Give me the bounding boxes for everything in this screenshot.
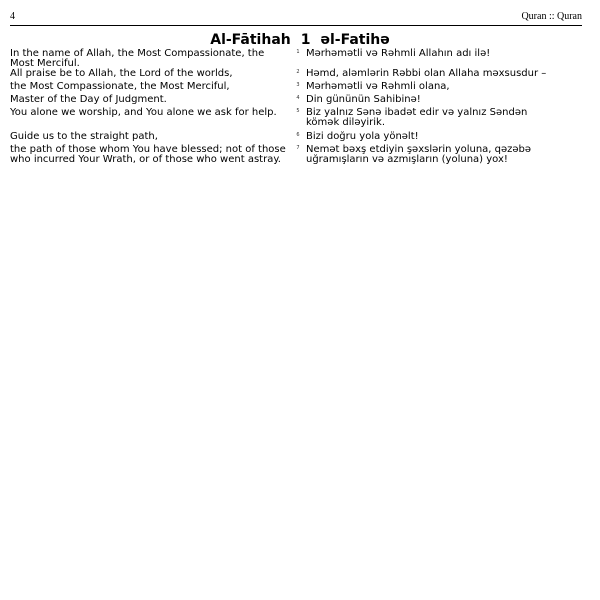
verse-english: You alone we worship, and You alone we ask for help. (10, 107, 277, 118)
verse-azerbaijani: Nemət bəxş etdiyin şəxslərin yoluna, qəzəbə uğramışların və azmışların (yoluna) yox! (306, 144, 532, 165)
verse-row (10, 145, 590, 177)
verse-english: Master of the Day of Judgment. (10, 94, 167, 105)
verse-list (10, 49, 590, 177)
verse-english: In the name of Allah, the Most Compassionate, the Most Merciful. (10, 48, 265, 69)
verse-number: 6 (296, 132, 300, 138)
verse-english: the Most Compassionate, the Most Merciful, (10, 81, 230, 92)
verse-number: 1 (296, 49, 300, 55)
running-title: Quran :: Quran (521, 11, 582, 22)
verse-number: 2 (296, 69, 300, 75)
page-header (10, 11, 582, 26)
verse-azerbaijani: Biz yalnız Sənə ibadət edir və yalnız Səndən kömək diləyirik. (306, 107, 528, 128)
verse-row (10, 49, 590, 69)
verse-number: 7 (296, 145, 300, 151)
verse-number: 5 (296, 108, 300, 114)
verse-number: 3 (296, 82, 300, 88)
verse-row (10, 108, 590, 132)
verse-azerbaijani: Həmd, aləmlərin Rəbbi olan Allaha məxsusdur – (306, 68, 547, 79)
verse-english: Guide us to the straight path, (10, 131, 158, 142)
verse-number: 4 (296, 95, 300, 101)
verse-english: All praise be to Allah, the Lord of the worlds, (10, 68, 233, 79)
surah-number: 1 (300, 32, 311, 48)
surah-title (0, 32, 600, 48)
surah-title-azerbaijani: əl-Fatihə (320, 32, 390, 48)
page-number: 4 (10, 11, 15, 22)
verse-azerbaijani: Mərhəmətli və Rəhmli olana, (306, 81, 450, 92)
verse-english: the path of those whom You have blessed; not of those who incurred Your Wrath, or of those who went astray. (10, 144, 286, 165)
verse-azerbaijani: Mərhəmətli və Rəhmli Allahın adı ilə! (306, 48, 491, 59)
surah-title-english: Al-Fātihah (210, 32, 291, 48)
verse-azerbaijani: Bizi doğru yola yönəlt! (306, 131, 419, 142)
verse-azerbaijani: Din gününün Sahibinə! (306, 94, 421, 105)
